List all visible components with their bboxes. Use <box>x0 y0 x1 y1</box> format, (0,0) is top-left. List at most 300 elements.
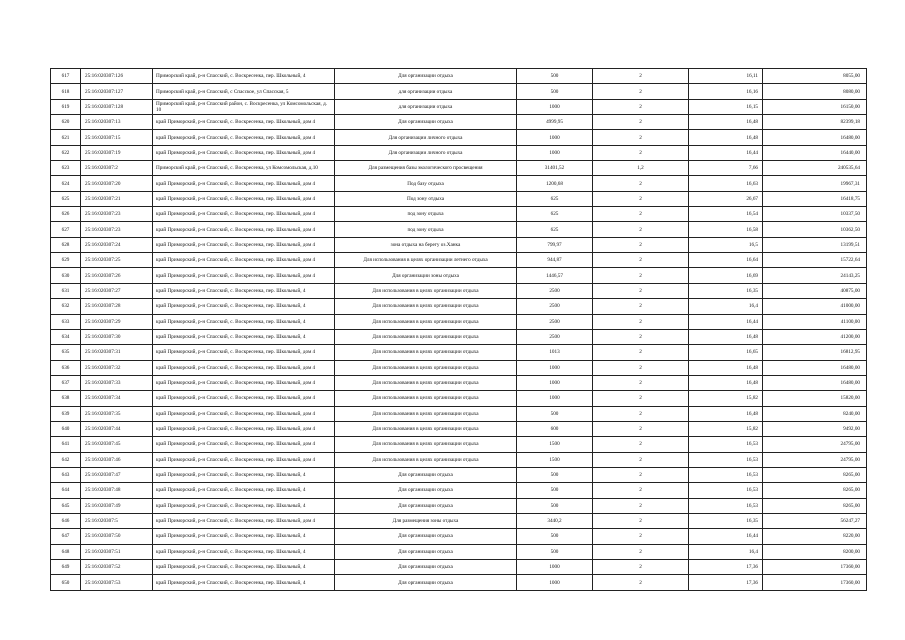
rate-cell: 17,36 <box>689 575 763 590</box>
area-cell: 1446,57 <box>517 268 593 283</box>
cadastral-number-cell: 25:16:020307:34 <box>81 391 153 406</box>
permitted-use-cell: Под базу отдыха <box>335 176 517 191</box>
area-cell: 1000 <box>517 130 593 145</box>
table-row <box>51 483 867 498</box>
cadastral-number-cell: 25:16:020307:2 <box>81 161 153 176</box>
total-amount-cell: 19967,31 <box>763 176 867 191</box>
permitted-use-cell: Для использования в целях организации отдыха <box>335 299 517 314</box>
rate-cell: 16,15 <box>689 99 763 114</box>
address-cell: край Приморский, р-н Спасский, с. Воскресенка, пер. Школьный, дом 4 <box>153 406 335 421</box>
rate-cell: 16,4 <box>689 544 763 559</box>
row-number-cell: 620 <box>51 115 81 130</box>
row-number-cell: 646 <box>51 513 81 528</box>
permitted-use-cell: Для организации зоны отдыха <box>335 268 517 283</box>
address-cell: край Приморский, р-н Спасский, с. Воскресенка, пер. Школьный, 4 <box>153 560 335 575</box>
cadastral-number-cell: 25:16:020307:19 <box>81 145 153 160</box>
total-amount-cell: 17360,00 <box>763 575 867 590</box>
land-plot-table <box>50 68 867 591</box>
rate-cell: 16,44 <box>689 145 763 160</box>
coefficient-cell: 2 <box>593 360 689 375</box>
area-cell: 625 <box>517 207 593 222</box>
cadastral-number-cell: 25:16:020307:53 <box>81 575 153 590</box>
permitted-use-cell: Для использования в целях организации отдыха <box>335 283 517 298</box>
table-row <box>51 529 867 544</box>
area-cell: 500 <box>517 498 593 513</box>
row-number-cell: 635 <box>51 345 81 360</box>
coefficient-cell: 2 <box>593 99 689 114</box>
coefficient-cell: 2 <box>593 375 689 390</box>
area-cell: 1000 <box>517 391 593 406</box>
permitted-use-cell: Для размещения базы экологического просвещения <box>335 161 517 176</box>
coefficient-cell: 2 <box>593 406 689 421</box>
permitted-use-cell: Для использования в целях организации отдыха <box>335 406 517 421</box>
coefficient-cell: 2 <box>593 513 689 528</box>
row-number-cell: 630 <box>51 268 81 283</box>
address-cell: край Приморский, р-н Спасский, с. Воскресенка, пер. Школьный, дом 4 <box>153 421 335 436</box>
address-cell: край Приморский, р-н Спасский, с. Воскресенка, пер. Школьный, дом 4 <box>153 375 335 390</box>
total-amount-cell: 240535,64 <box>763 161 867 176</box>
rate-cell: 26,67 <box>689 191 763 206</box>
coefficient-cell: 2 <box>593 529 689 544</box>
address-cell: край Приморский, р-н Спасский, с. Воскресенка, пер. Школьный, дом 4 <box>153 391 335 406</box>
rate-cell: 16,48 <box>689 115 763 130</box>
total-amount-cell: 16480,00 <box>763 375 867 390</box>
coefficient-cell: 2 <box>593 130 689 145</box>
rate-cell: 16,48 <box>689 130 763 145</box>
cadastral-number-cell: 25:16:020307:44 <box>81 421 153 436</box>
permitted-use-cell: зона отдыха на берегу оз.Ханка <box>335 237 517 252</box>
coefficient-cell: 2 <box>593 314 689 329</box>
permitted-use-cell: Для использования в целях организации летнего отдыха <box>335 253 517 268</box>
row-number-cell: 640 <box>51 421 81 436</box>
address-cell: край Приморский, р-н Спасский, с. Воскресенка, пер. Школьный, 4 <box>153 467 335 482</box>
address-cell: край Приморский, р-н Спасский, с. Воскресенка, пер. Школьный, 4 <box>153 544 335 559</box>
row-number-cell: 624 <box>51 176 81 191</box>
total-amount-cell: 8080,00 <box>763 84 867 99</box>
row-number-cell: 627 <box>51 222 81 237</box>
rate-cell: 16,35 <box>689 283 763 298</box>
area-cell: 2500 <box>517 329 593 344</box>
address-cell: Приморский край, р-н Спасский, с. Воскресенка, ул Комсомольская, д.10 <box>153 161 335 176</box>
table-row <box>51 84 867 99</box>
row-number-cell: 645 <box>51 498 81 513</box>
permitted-use-cell: Для организации отдыха <box>335 69 517 84</box>
address-cell: край Приморский, р-н Спасский, с. Воскресенка, пер. Школьный, дом 4 <box>153 345 335 360</box>
row-number-cell: 619 <box>51 99 81 114</box>
area-cell: 1200,68 <box>517 176 593 191</box>
address-cell: Приморский край, р-н Спасский, с Спасское, ул Спасская, 5 <box>153 84 335 99</box>
address-cell: край Приморский, р-н Спасский, с. Воскресенка, пер. Школьный, 4 <box>153 314 335 329</box>
address-cell: край Приморский, р-н Спасский, с. Воскресенка, пер. Школьный, дом 4 <box>153 452 335 467</box>
total-amount-cell: 8220,00 <box>763 529 867 544</box>
permitted-use-cell: Для организации отдыха <box>335 483 517 498</box>
coefficient-cell: 2 <box>593 560 689 575</box>
row-number-cell: 647 <box>51 529 81 544</box>
total-amount-cell: 17360,00 <box>763 560 867 575</box>
coefficient-cell: 2 <box>593 544 689 559</box>
address-cell: край Приморский, р-н Спасский, с. Воскресенка, пер. Школьный, 4 <box>153 498 335 513</box>
cadastral-number-cell: 25:16:020307:35 <box>81 406 153 421</box>
cadastral-number-cell: 25:16:020307:52 <box>81 560 153 575</box>
cadastral-number-cell: 25:16:020307:13 <box>81 115 153 130</box>
address-cell: край Приморский, р-н Спасский, с. Воскресенка, пер. Школьный, дом 4 <box>153 237 335 252</box>
row-number-cell: 644 <box>51 483 81 498</box>
table-row <box>51 222 867 237</box>
rate-cell: 16,48 <box>689 329 763 344</box>
coefficient-cell: 2 <box>593 237 689 252</box>
table-row <box>51 360 867 375</box>
address-cell: край Приморский, р-н Спасский, с. Воскресенка, пер. Школьный, дом 4 <box>153 207 335 222</box>
coefficient-cell: 2 <box>593 253 689 268</box>
rate-cell: 16,65 <box>689 345 763 360</box>
area-cell: 500 <box>517 406 593 421</box>
permitted-use-cell: Для организации личного отдыха <box>335 130 517 145</box>
table-row <box>51 437 867 452</box>
area-cell: 1013 <box>517 345 593 360</box>
rate-cell: 16,64 <box>689 253 763 268</box>
total-amount-cell: 16440,00 <box>763 145 867 160</box>
address-cell: край Приморский, р-н Спасский, с. Воскресенка, пер. Школьный, дом 4 <box>153 513 335 528</box>
cadastral-number-cell: 25:16:020307:5 <box>81 513 153 528</box>
permitted-use-cell: Для организации отдыха <box>335 529 517 544</box>
cadastral-number-cell: 25:16:020307:26 <box>81 268 153 283</box>
permitted-use-cell: Для использования в целях организации отдыха <box>335 329 517 344</box>
cadastral-number-cell: 25:16:020307:45 <box>81 437 153 452</box>
total-amount-cell: 16480,00 <box>763 130 867 145</box>
total-amount-cell: 41100,00 <box>763 314 867 329</box>
area-cell: 625 <box>517 191 593 206</box>
coefficient-cell: 2 <box>593 84 689 99</box>
permitted-use-cell: под зону отдыха <box>335 222 517 237</box>
permitted-use-cell: Для размещения зоны отдыха <box>335 513 517 528</box>
rate-cell: 16,4 <box>689 299 763 314</box>
rate-cell: 15,82 <box>689 421 763 436</box>
total-amount-cell: 15722,64 <box>763 253 867 268</box>
rate-cell: 16,53 <box>689 498 763 513</box>
coefficient-cell: 2 <box>593 115 689 130</box>
total-amount-cell: 40875,00 <box>763 283 867 298</box>
rate-cell: 16,69 <box>689 268 763 283</box>
row-number-cell: 639 <box>51 406 81 421</box>
rate-cell: 7,66 <box>689 161 763 176</box>
total-amount-cell: 8265,00 <box>763 498 867 513</box>
coefficient-cell: 2 <box>593 467 689 482</box>
coefficient-cell: 2 <box>593 329 689 344</box>
total-amount-cell: 16812,95 <box>763 345 867 360</box>
table-row <box>51 544 867 559</box>
permitted-use-cell: Для организации отдыха <box>335 575 517 590</box>
coefficient-cell: 2 <box>593 299 689 314</box>
address-cell: край Приморский, р-н Спасский, с. Воскресенка, пер. Школьный, 4 <box>153 529 335 544</box>
table-row <box>51 145 867 160</box>
address-cell: край Приморский, р-н Спасский, с. Воскресенка, пер. Школьный, дом 4 <box>153 145 335 160</box>
permitted-use-cell: Для использования в целях организации отдыха <box>335 421 517 436</box>
address-cell: край Приморский, р-н Спасский, с. Воскресенка, пер. Школьный, дом 4 <box>153 222 335 237</box>
permitted-use-cell: Под зону отдыха <box>335 191 517 206</box>
rate-cell: 16,11 <box>689 69 763 84</box>
area-cell: 2500 <box>517 299 593 314</box>
coefficient-cell: 2 <box>593 176 689 191</box>
table-row <box>51 575 867 590</box>
total-amount-cell: 8265,00 <box>763 467 867 482</box>
permitted-use-cell: под зону отдыха <box>335 207 517 222</box>
row-number-cell: 618 <box>51 84 81 99</box>
area-cell: 3440,2 <box>517 513 593 528</box>
address-cell: край Приморский, р-н Спасский, с. Воскресенка, пер. Школьный, дом 4 <box>153 268 335 283</box>
area-cell: 1000 <box>517 360 593 375</box>
address-cell: край Приморский, р-н Спасский, с. Воскресенка, пер. Школьный, дом 4 <box>153 115 335 130</box>
row-number-cell: 637 <box>51 375 81 390</box>
rate-cell: 16,16 <box>689 84 763 99</box>
area-cell: 500 <box>517 544 593 559</box>
row-number-cell: 638 <box>51 391 81 406</box>
table-row <box>51 268 867 283</box>
rate-cell: 16,63 <box>689 176 763 191</box>
table-row <box>51 513 867 528</box>
coefficient-cell: 2 <box>593 222 689 237</box>
row-number-cell: 648 <box>51 544 81 559</box>
table-row <box>51 421 867 436</box>
rate-cell: 16,44 <box>689 314 763 329</box>
total-amount-cell: 10362,50 <box>763 222 867 237</box>
table-body <box>51 69 867 591</box>
cadastral-number-cell: 25:16:020307:47 <box>81 467 153 482</box>
row-number-cell: 617 <box>51 69 81 84</box>
total-amount-cell: 56247,27 <box>763 513 867 528</box>
permitted-use-cell: Для организации отдыха <box>335 498 517 513</box>
cadastral-number-cell: 25:16:020307:48 <box>81 483 153 498</box>
table-row <box>51 283 867 298</box>
table-row <box>51 467 867 482</box>
area-cell: 625 <box>517 222 593 237</box>
table-row <box>51 314 867 329</box>
address-cell: край Приморский, р-н Спасский, с. Воскресенка, пер. Школьный, 4 <box>153 299 335 314</box>
area-cell: 31401,52 <box>517 161 593 176</box>
table-row <box>51 329 867 344</box>
area-cell: 4999,95 <box>517 115 593 130</box>
total-amount-cell: 8265,00 <box>763 483 867 498</box>
permitted-use-cell: для организации отдыха <box>335 84 517 99</box>
area-cell: 1500 <box>517 437 593 452</box>
area-cell: 1000 <box>517 145 593 160</box>
coefficient-cell: 2 <box>593 575 689 590</box>
area-cell: 600 <box>517 421 593 436</box>
permitted-use-cell: Для использования в целях организации отдыха <box>335 314 517 329</box>
permitted-use-cell: Для организации отдыха <box>335 560 517 575</box>
permitted-use-cell: Для использования в целях организации отдыха <box>335 437 517 452</box>
table-row <box>51 391 867 406</box>
row-number-cell: 634 <box>51 329 81 344</box>
cadastral-number-cell: 25:16:020307:24 <box>81 237 153 252</box>
rate-cell: 16,58 <box>689 222 763 237</box>
rate-cell: 16,53 <box>689 437 763 452</box>
row-number-cell: 631 <box>51 283 81 298</box>
table-row <box>51 345 867 360</box>
rate-cell: 16,54 <box>689 207 763 222</box>
row-number-cell: 642 <box>51 452 81 467</box>
coefficient-cell: 2 <box>593 421 689 436</box>
row-number-cell: 650 <box>51 575 81 590</box>
permitted-use-cell: Для использования в целях организации отдыха <box>335 391 517 406</box>
table-row <box>51 176 867 191</box>
coefficient-cell: 2 <box>593 437 689 452</box>
table-row <box>51 498 867 513</box>
area-cell: 1000 <box>517 375 593 390</box>
table-row <box>51 237 867 252</box>
table-row <box>51 130 867 145</box>
rate-cell: 16,35 <box>689 513 763 528</box>
address-cell: край Приморский, р-н Спасский, с. Воскресенка, пер. Школьный, дом 4 <box>153 437 335 452</box>
total-amount-cell: 41000,00 <box>763 299 867 314</box>
total-amount-cell: 8200,00 <box>763 544 867 559</box>
total-amount-cell: 9492,00 <box>763 421 867 436</box>
table-row <box>51 452 867 467</box>
cadastral-number-cell: 25:16:020307:31 <box>81 345 153 360</box>
row-number-cell: 625 <box>51 191 81 206</box>
coefficient-cell: 2 <box>593 268 689 283</box>
area-cell: 500 <box>517 69 593 84</box>
coefficient-cell: 2 <box>593 191 689 206</box>
total-amount-cell: 8055,00 <box>763 69 867 84</box>
cadastral-number-cell: 25:16:020307:25 <box>81 253 153 268</box>
cadastral-number-cell: 25:16:020307:27 <box>81 283 153 298</box>
cadastral-number-cell: 25:16:020307:50 <box>81 529 153 544</box>
coefficient-cell: 1,2 <box>593 161 689 176</box>
area-cell: 500 <box>517 483 593 498</box>
table-row <box>51 406 867 421</box>
area-cell: 944,87 <box>517 253 593 268</box>
row-number-cell: 632 <box>51 299 81 314</box>
table-row <box>51 191 867 206</box>
total-amount-cell: 10337,50 <box>763 207 867 222</box>
permitted-use-cell: Для организации отдыха <box>335 544 517 559</box>
address-cell: край Приморский, р-н Спасский, с. Воскресенка, пер. Школьный, дом 4 <box>153 360 335 375</box>
row-number-cell: 629 <box>51 253 81 268</box>
address-cell: Приморский край, р-н Спасский, с. Воскресенка, пер. Школьный, 4 <box>153 69 335 84</box>
rate-cell: 15,82 <box>689 391 763 406</box>
row-number-cell: 649 <box>51 560 81 575</box>
area-cell: 799,97 <box>517 237 593 252</box>
coefficient-cell: 2 <box>593 345 689 360</box>
area-cell: 500 <box>517 84 593 99</box>
total-amount-cell: 24143,25 <box>763 268 867 283</box>
total-amount-cell: 16480,00 <box>763 360 867 375</box>
cadastral-number-cell: 25:16:020307:21 <box>81 191 153 206</box>
row-number-cell: 621 <box>51 130 81 145</box>
coefficient-cell: 2 <box>593 498 689 513</box>
rate-cell: 16,48 <box>689 360 763 375</box>
row-number-cell: 636 <box>51 360 81 375</box>
table-row <box>51 299 867 314</box>
rate-cell: 16,53 <box>689 452 763 467</box>
coefficient-cell: 2 <box>593 207 689 222</box>
coefficient-cell: 2 <box>593 391 689 406</box>
cadastral-number-cell: 25:16:020307:126 <box>81 69 153 84</box>
permitted-use-cell: Для использования в целях организации отдыха <box>335 345 517 360</box>
permitted-use-cell: Для организации отдыха <box>335 467 517 482</box>
cadastral-number-cell: 25:16:020307:20 <box>81 176 153 191</box>
total-amount-cell: 16418,75 <box>763 191 867 206</box>
address-cell: край Приморский, р-н Спасский, с. Воскресенка, пер. Школьный, дом 4 <box>153 176 335 191</box>
permitted-use-cell: Для использования в целях организации отдыха <box>335 452 517 467</box>
coefficient-cell: 2 <box>593 69 689 84</box>
area-cell: 1500 <box>517 452 593 467</box>
cadastral-number-cell: 25:16:020307:32 <box>81 360 153 375</box>
address-cell: край Приморский, р-н Спасский, с. Воскресенка, пер. Школьный, 4 <box>153 483 335 498</box>
table-row <box>51 161 867 176</box>
total-amount-cell: 8240,00 <box>763 406 867 421</box>
table-row <box>51 115 867 130</box>
permitted-use-cell: Для использования в целях организации отдыха <box>335 360 517 375</box>
cadastral-number-cell: 25:16:020307:46 <box>81 452 153 467</box>
total-amount-cell: 24795,00 <box>763 437 867 452</box>
permitted-use-cell: Для использования в целях организации отдыха <box>335 375 517 390</box>
rate-cell: 17,36 <box>689 560 763 575</box>
coefficient-cell: 2 <box>593 145 689 160</box>
address-cell: край Приморский, р-н Спасский, с. Воскресенка, пер. Школьный, 4 <box>153 283 335 298</box>
area-cell: 1000 <box>517 560 593 575</box>
rate-cell: 16,48 <box>689 375 763 390</box>
permitted-use-cell: Для организации личного отдыха <box>335 145 517 160</box>
address-cell: край Приморский, р-н Спасский, с. Воскресенка, пер. Школьный, 4 <box>153 575 335 590</box>
area-cell: 500 <box>517 467 593 482</box>
address-cell: край Приморский, р-н Спасский, с. Воскресенка, пер. Школьный, дом 4 <box>153 191 335 206</box>
rate-cell: 16,53 <box>689 483 763 498</box>
permitted-use-cell: Для организации отдыха <box>335 115 517 130</box>
address-cell: край Приморский, р-н Спасский, с. Воскресенка, пер. Школьный, дом 4 <box>153 253 335 268</box>
cadastral-number-cell: 25:16:020307:28 <box>81 299 153 314</box>
cadastral-number-cell: 25:16:020307:128 <box>81 99 153 114</box>
cadastral-number-cell: 25:16:020307:33 <box>81 375 153 390</box>
table-row <box>51 253 867 268</box>
area-cell: 500 <box>517 529 593 544</box>
cadastral-number-cell: 25:16:020307:23 <box>81 222 153 237</box>
table-row <box>51 207 867 222</box>
total-amount-cell: 15820,00 <box>763 391 867 406</box>
cadastral-number-cell: 25:16:020307:30 <box>81 329 153 344</box>
coefficient-cell: 2 <box>593 283 689 298</box>
rate-cell: 16,48 <box>689 406 763 421</box>
area-cell: 1000 <box>517 575 593 590</box>
total-amount-cell: 41200,00 <box>763 329 867 344</box>
table-row <box>51 69 867 84</box>
rate-cell: 16,53 <box>689 467 763 482</box>
cadastral-number-cell: 25:16:020307:127 <box>81 84 153 99</box>
row-number-cell: 641 <box>51 437 81 452</box>
table-row <box>51 560 867 575</box>
cadastral-number-cell: 25:16:020307:15 <box>81 130 153 145</box>
total-amount-cell: 13199,51 <box>763 237 867 252</box>
address-cell: край Приморский, р-н Спасский, с. Воскресенка, пер. Школьный, 4 <box>153 329 335 344</box>
area-cell: 2500 <box>517 283 593 298</box>
table-row <box>51 99 867 114</box>
rate-cell: 16,5 <box>689 237 763 252</box>
row-number-cell: 626 <box>51 207 81 222</box>
cadastral-number-cell: 25:16:020307:23 <box>81 207 153 222</box>
cadastral-number-cell: 25:16:020307:49 <box>81 498 153 513</box>
row-number-cell: 628 <box>51 237 81 252</box>
address-cell: Приморский край, р-н Спасский район, с. Воскресенка, ул Комсомольская, д. 10 <box>153 99 335 114</box>
total-amount-cell: 82399,18 <box>763 115 867 130</box>
row-number-cell: 633 <box>51 314 81 329</box>
total-amount-cell: 24795,00 <box>763 452 867 467</box>
area-cell: 1000 <box>517 99 593 114</box>
area-cell: 2500 <box>517 314 593 329</box>
row-number-cell: 623 <box>51 161 81 176</box>
permitted-use-cell: для организации отдыха <box>335 99 517 114</box>
cadastral-number-cell: 25:16:020307:51 <box>81 544 153 559</box>
table-row <box>51 375 867 390</box>
